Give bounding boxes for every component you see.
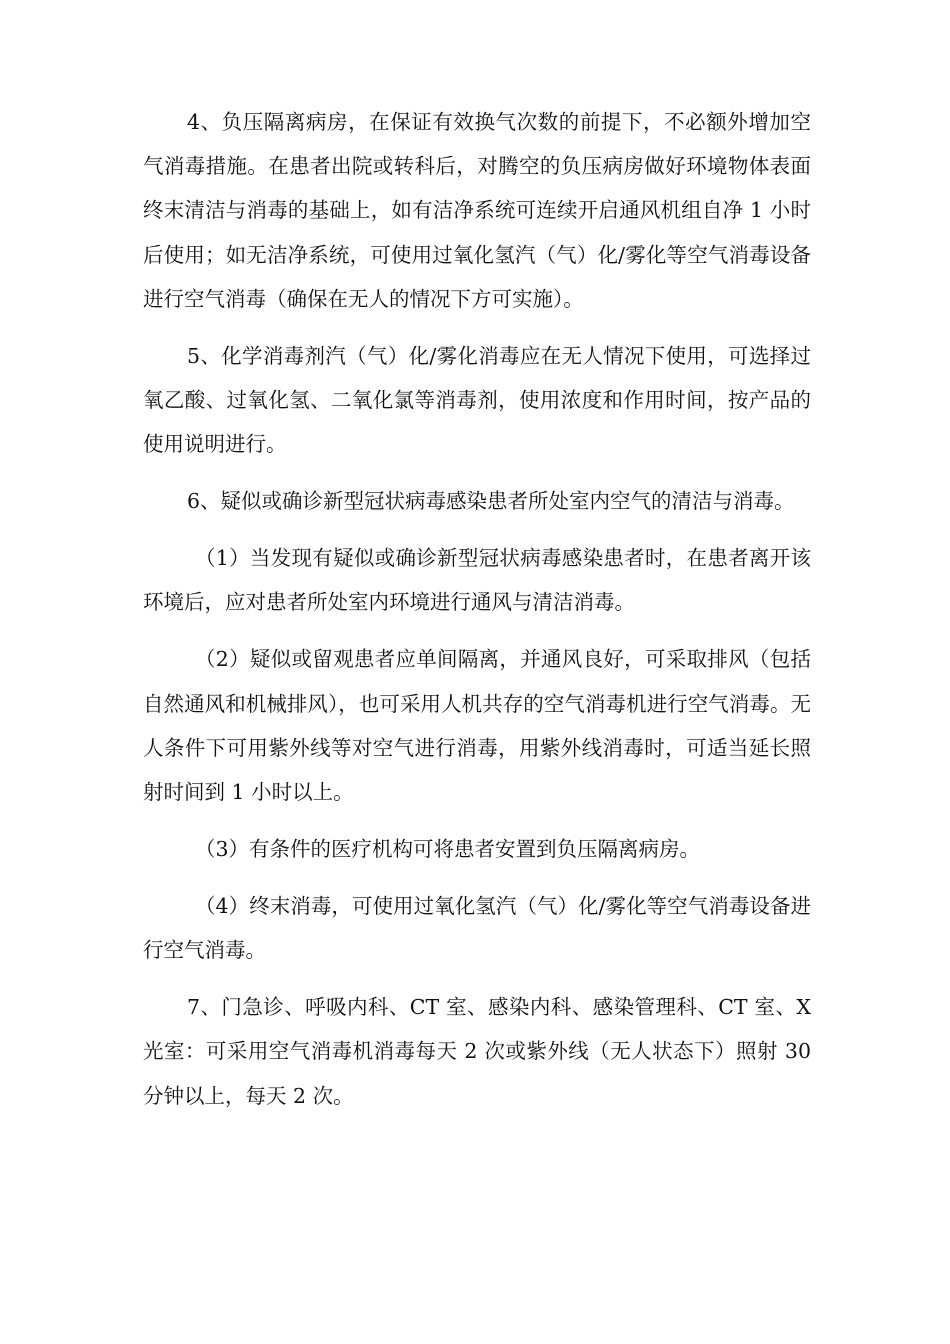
paragraph-subitem-6-3: （3）有条件的医疗机构可将患者安置到负压隔离病房。 — [195, 837, 701, 862]
paragraph-subitem-6-4: （4）终末消毒，可使用过氧化氢汽（气）化/雾化等空气消毒设备进行空气消毒。 — [143, 894, 811, 963]
paragraph-item-6: 6、疑似或确诊新型冠状病毒感染患者所处室内空气的清洁与消毒。 — [187, 489, 795, 514]
paragraph-item-4: 4、负压隔离病房，在保证有效换气次数的前提下，不必额外增加空气消毒措施。在患者出院或转科后，对腾空的负压病房做好环境物体表面终末清洁与消毒的基础上，如有洁净系统可连续开启通风机组自净 1 小时后使用；如无洁净系统，可使用过氧化氢汽（气）化/雾化等空气消毒设备进行空气消毒（确保在无人的情况下方可实施）。 — [143, 110, 811, 311]
paragraph-item-7: 7、门急诊、呼吸内科、CT 室、感染内科、感染管理科、CT 室、X 光室：可采用空气消毒机消毒每天 2 次或紫外线（无人状态下）照射 30 分钟以上，每天 2 次。 — [143, 995, 811, 1108]
paragraph-item-5: 5、化学消毒剂汽（气）化/雾化消毒应在无人情况下使用，可选择过氧乙酸、过氧化氢、二氧化氯等消毒剂，使用浓度和作用时间，按产品的使用说明进行。 — [143, 343, 811, 457]
paragraph-subitem-6-1: （1）当发现有疑似或确诊新型冠状病毒感染患者时，在患者离开该环境后，应对患者所处室内环境进行通风与清洁消毒。 — [143, 546, 811, 615]
document-body — [143, 100, 811, 1131]
paragraph-subitem-6-2: （2）疑似或留观患者应单间隔离，并通风良好，可采取排风（包括自然通风和机械排风），也可采用人机共存的空气消毒机进行空气消毒。无人条件下可用紫外线等对空气进行消毒，用紫外线消毒时，可适当延长照射时间到 1 小时以上。 — [143, 647, 811, 805]
